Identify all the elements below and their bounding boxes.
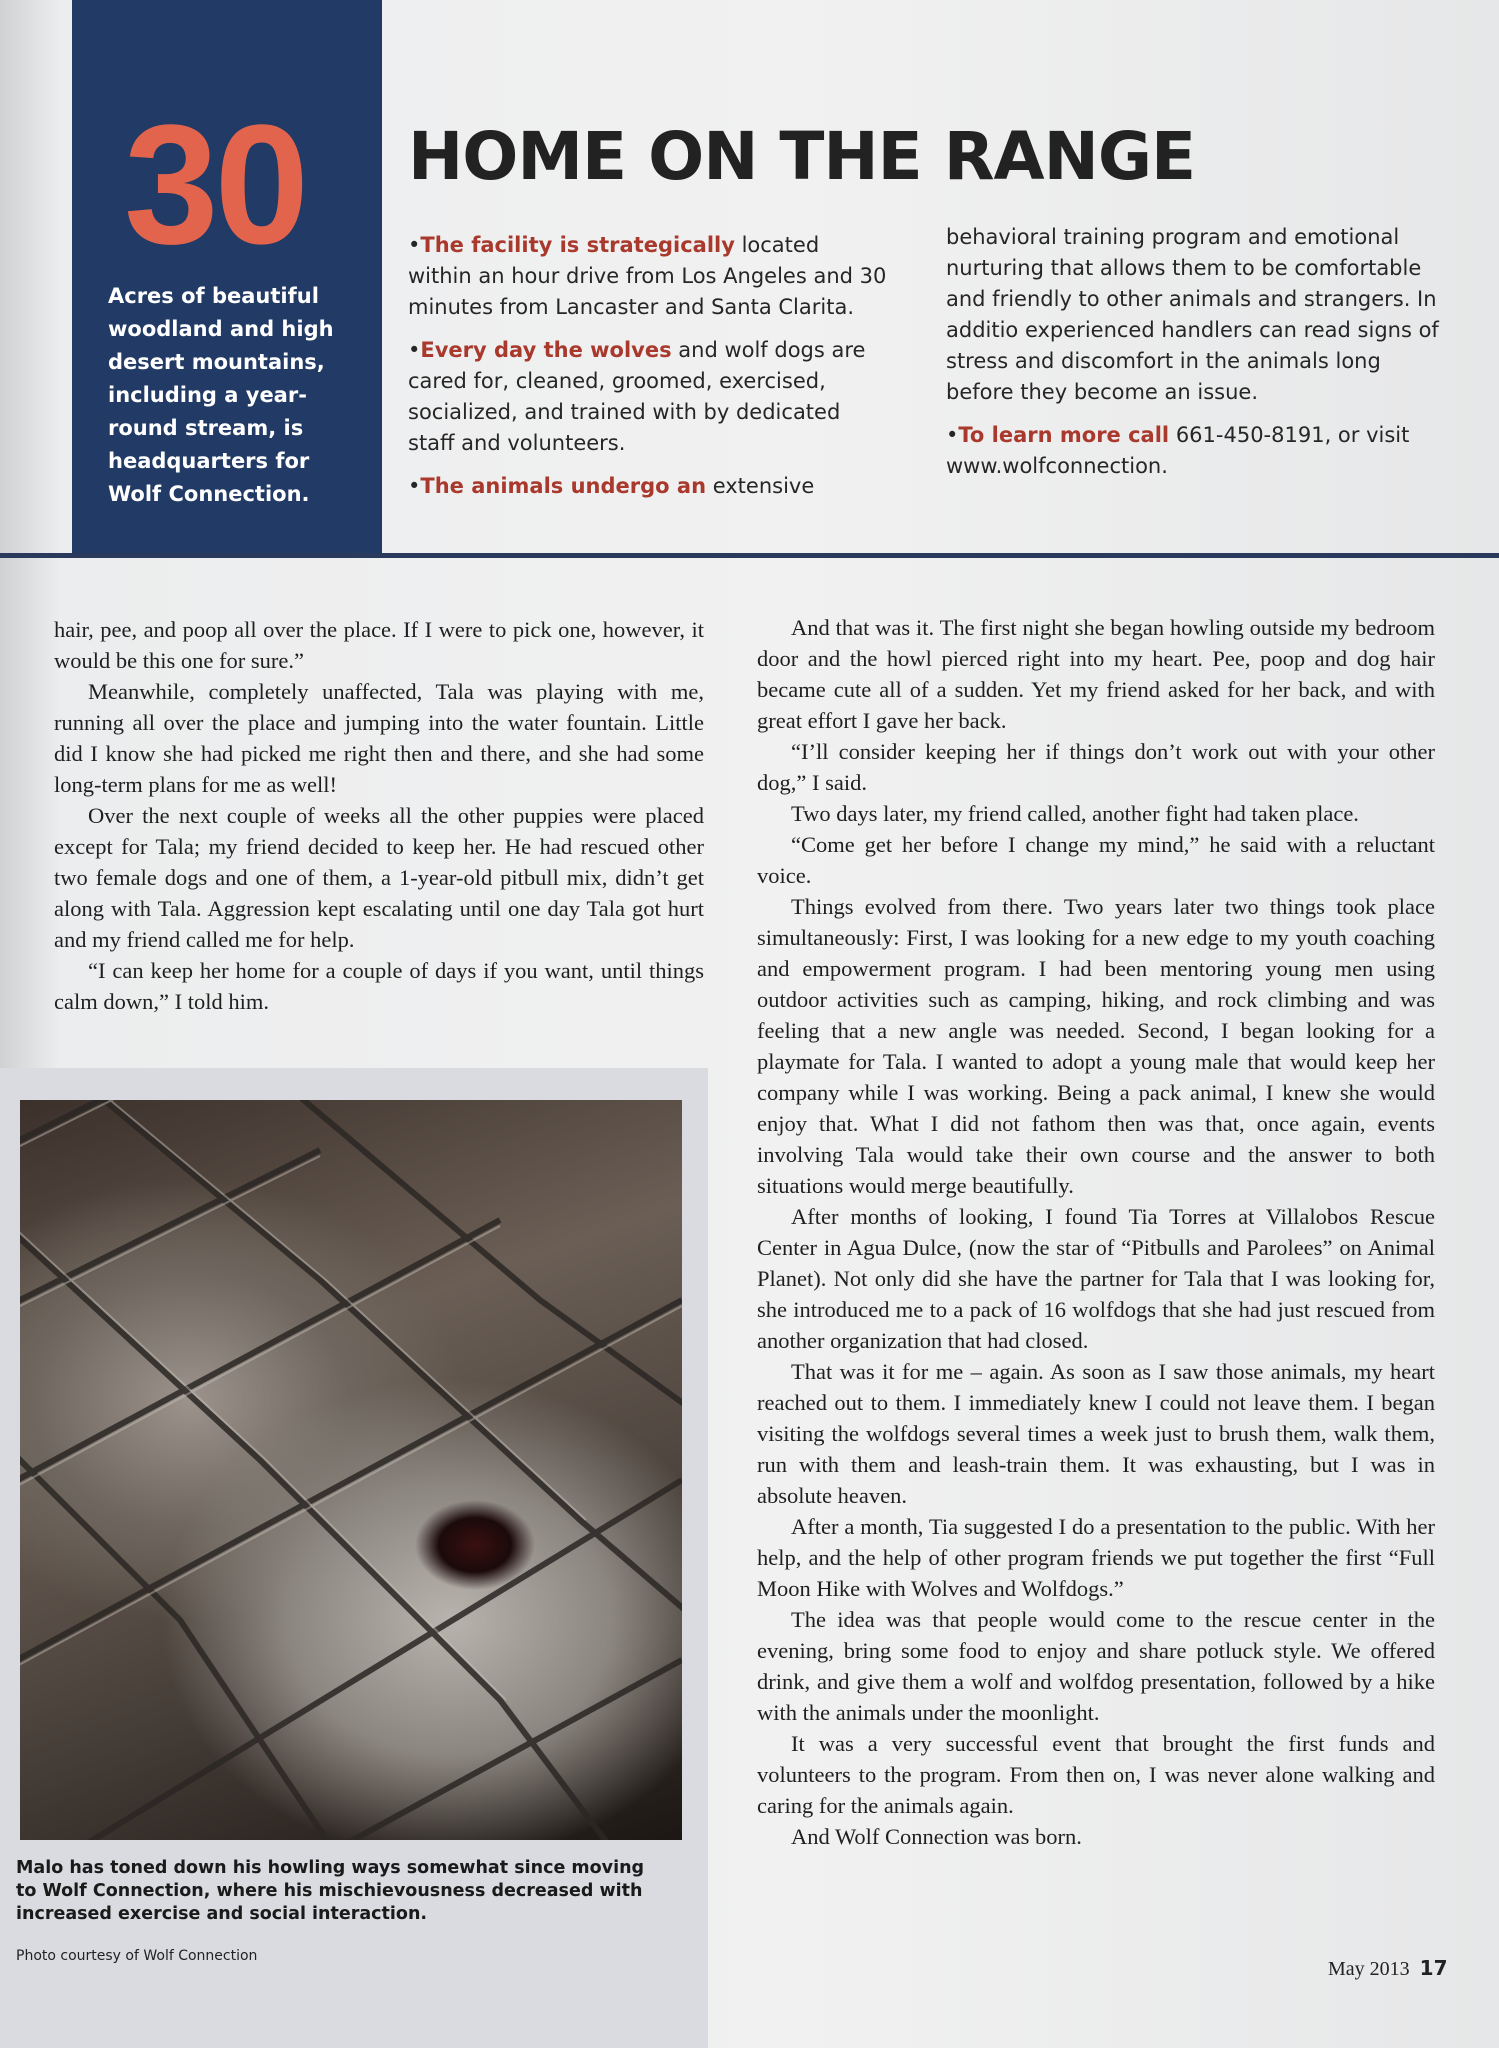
photo-credit: Photo courtesy of Wolf Connection xyxy=(16,1948,258,1964)
headline: HOME ON THE RANGE xyxy=(408,118,1196,195)
paragraph: Two days later, my friend called, another fight had taken place. xyxy=(791,801,1359,826)
paragraph: The idea was that people would come to the rescue center in the evening, bring some food to enjoy and share potluck style. We offered drink, and give them a wolf and wolfdog presentation, followed by a hike with the animals under the moonlight. xyxy=(757,1607,1435,1725)
paragraph: It was a very successful event that brought the first funds and volunteers to the program. From then on, I was never alone walking and caring for the animals again. xyxy=(757,1731,1435,1818)
fact-location: •The facility is strategically located within an hour drive from Los Angeles and 30 minutes from Lancaster and Santa Clarita. xyxy=(408,233,887,319)
paragraph: Over the next couple of weeks all the other puppies were placed except for Tala; my friend decided to keep her. He had rescued other two female dogs and one of them, a 1-year-old pitbull mix, didn’t get along with Tala. Aggression kept escalating until one day Tala got hurt and my friend called me for help. xyxy=(54,803,704,952)
paragraph: After months of looking, I found Tia Torres at Villalobos Rescue Center in Agua Dulce, (now the star of “Pitbulls and Parolees” on Animal Planet). Not only did she have the partner for Tala that I was looking for, she introduced me to a pack of 16 wolfdogs that she had just rescued from another organization that had closed. xyxy=(757,1204,1435,1353)
page-number: 17 xyxy=(1419,1956,1448,1980)
paragraph: “Come get her before I change my mind,” he said with a reluctant voice. xyxy=(757,832,1435,888)
paragraph: And that was it. The first night she began howling outside my bedroom door and the howl pierced right into my heart. Pee, poop and dog hair became cute all of a sudden. Yet my friend asked for her back, and with great effort I gave her back. xyxy=(757,615,1435,733)
fact-training-continued: behavioral training program and emotional nurturing that allows them to be comfortable and friendly to other animals and strangers. In additio experienced handlers can read signs of stress and discomfort in the animals long before they become an issue. xyxy=(946,225,1439,404)
facts-column-right xyxy=(946,222,1446,494)
paragraph: And Wolf Connection was born. xyxy=(791,1824,1082,1849)
fact-training: •The animals undergo an extensive xyxy=(408,474,815,498)
stat-number: 30 xyxy=(124,90,306,280)
paragraph: That was it for me – again. As soon as I saw those animals, my heart reached out to them. I immediately knew I could not leave them. I began visiting the wolfdogs several times a week just to brush them, walk them, run with them and leash-train them. It was exhausting, but I was in absolute heaven. xyxy=(757,1359,1435,1508)
header-divider xyxy=(0,553,1499,558)
page-footer xyxy=(1328,1956,1448,1981)
wolf-photo xyxy=(20,1100,682,1840)
article-column-left xyxy=(54,614,704,1017)
paragraph: After a month, Tia suggested I do a presentation to the public. With her help, and the help of other program friends we put together the first “Full Moon Hike with Wolves and Wolfdogs.” xyxy=(757,1514,1435,1601)
chain-link-fence-icon xyxy=(20,1100,682,1840)
fact-care: •Every day the wolves and wolf dogs are cared for, cleaned, groomed, exercised, socialized, and trained with by dedicated staff and volunteers. xyxy=(408,338,866,455)
stat-box xyxy=(72,0,382,555)
issue-date: May 2013 xyxy=(1328,1958,1410,1980)
paragraph: Meanwhile, completely unaffected, Tala was playing with me, running all over the place and jumping into the water fountain. Little did I know she had picked me right then and there, and she had some long-term plans for me as well! xyxy=(54,679,704,797)
paragraph: Things evolved from there. Two years later two things took place simultaneously: First, I was looking for a new edge to my youth coaching and empowerment program. I had been mentoring young men using outdoor activities such as camping, hiking, and rock climbing and was feeling that a new angle was needed. Second, I began looking for a playmate for Tala. I wanted to adopt a young male that would keep her company while I was working. Being a pack animal, I knew she would enjoy that. What I did not fathom then was that, once again, events involving Tala would take their own course and the answer to both situations would merge beautifully. xyxy=(757,894,1435,1198)
fact-contact: •To learn more call 661-450-8191, or visit www.wolfconnection. xyxy=(946,423,1410,478)
stat-caption: Acres of beautiful woodland and high desert mountains, including a year-round stream, is headquarters for Wolf Connection. xyxy=(108,284,334,506)
article-column-right xyxy=(757,612,1435,1852)
paragraph: “I can keep her home for a couple of days if you want, until things calm down,” I told him. xyxy=(54,958,704,1014)
photo-caption: Malo has toned down his howling ways somewhat since moving to Wolf Connection, where his mischievousness decreased with increased exercise and social interaction. xyxy=(16,1858,645,1924)
paragraph: “I’ll consider keeping her if things don’t work out with your other dog,” I said. xyxy=(757,739,1435,795)
paragraph: hair, pee, and poop all over the place. If I were to pick one, however, it would be this one for sure.” xyxy=(54,617,704,673)
facts-column-left xyxy=(408,230,888,514)
